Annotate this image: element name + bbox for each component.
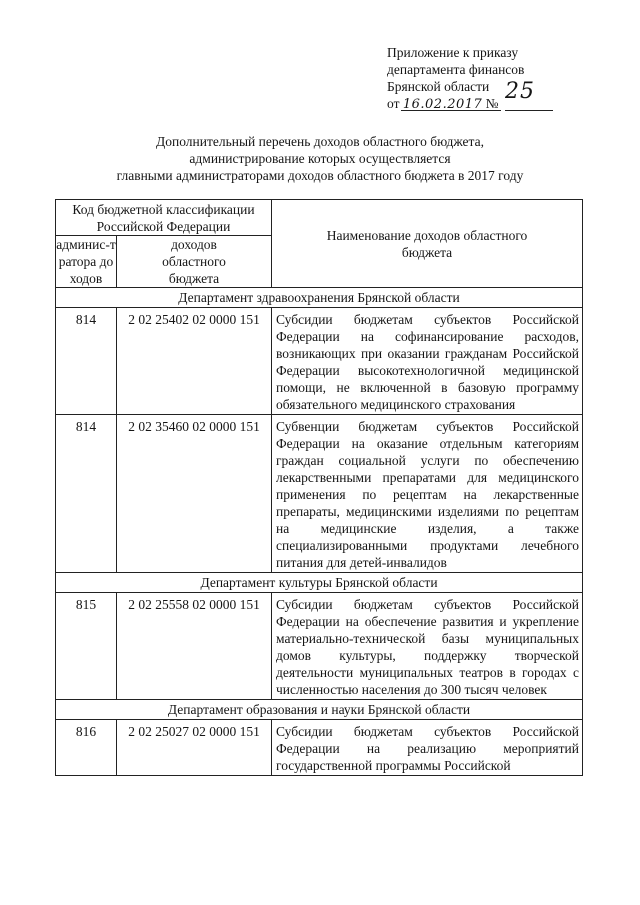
document-title — [60, 133, 580, 184]
department-row — [56, 700, 583, 720]
table-row — [56, 308, 583, 415]
income-name-cell: Субвенции бюджетам субъектов Российской Федерации на оказание отдельным категориям граждан социальной услуги по обеспечению лекарственными препаратами для медицинского применения по рецептам на лекарственные препараты, медицинскими изделиями по рецептам на медицинские изделия, а также специализированными продуктами лечебного питания для детей-инвалидов — [272, 415, 583, 573]
income-code-cell: 2 02 25027 02 0000 151 — [117, 720, 272, 776]
income-code-cell: 2 02 35460 02 0000 151 — [117, 415, 272, 573]
income-code-cell: 2 02 25558 02 0000 151 — [117, 593, 272, 700]
appendix-line-3: Брянской области — [387, 79, 490, 94]
table-row — [56, 415, 583, 573]
header-kbk: Код бюджетной классификации Российской Федерации — [56, 200, 272, 236]
income-name-cell: Субсидии бюджетам субъектов Российской Федерации на софинансирование расходов, возникающих при оказании гражданам Российской Федерации высокотехнологичной медицинской помощи, не включенной в базовую программу обязательного медицинского страхования — [272, 308, 583, 415]
title-line-2: администрирование которых осуществляется — [189, 151, 451, 166]
table-row — [56, 593, 583, 700]
department-name: Департамент культуры Брянской области — [56, 573, 583, 593]
date-underline — [401, 110, 501, 111]
department-row — [56, 288, 583, 308]
handwritten-date: 16.02.2017 — [402, 97, 483, 112]
title-line-1: Дополнительный перечень доходов областного бюджета, — [156, 134, 484, 149]
date-prefix: от — [387, 96, 400, 111]
appendix-line-2: департамента финансов — [387, 62, 525, 77]
income-name-cell: Субсидии бюджетам субъектов Российской Федерации на обеспечение развития и укрепление материально-технической базы муниципальных домов культуры, поддержку творческой деятельности муниципальных театров в городах с численностью населения до 300 тысяч человек — [272, 593, 583, 700]
department-row — [56, 573, 583, 593]
table-row — [56, 720, 583, 776]
header-name: Наименование доходов областного бюджета — [272, 200, 583, 288]
admin-code-cell: 814 — [56, 415, 117, 573]
table-body — [56, 288, 583, 776]
admin-code-cell: 815 — [56, 593, 117, 700]
header-income: доходов областного бюджета — [117, 236, 272, 288]
income-name-cell: Субсидии бюджетам субъектов Российской Федерации на реализацию мероприятий государственной программы Российской — [272, 720, 583, 776]
department-name: Департамент здравоохранения Брянской области — [56, 288, 583, 308]
handwritten-number: 25 — [505, 79, 535, 104]
admin-code-cell: 814 — [56, 308, 117, 415]
number-prefix: № — [485, 96, 499, 111]
number-underline — [505, 110, 553, 111]
admin-code-cell: 816 — [56, 720, 117, 776]
header-admin: админис-тратора доходов — [56, 237, 116, 286]
department-name: Департамент образования и науки Брянской области — [56, 700, 583, 720]
income-table — [55, 199, 583, 776]
appendix-block — [387, 44, 535, 113]
title-line-3: главными администраторами доходов областного бюджета в 2017 году — [116, 168, 524, 183]
income-code-cell: 2 02 25402 02 0000 151 — [117, 308, 272, 415]
appendix-line-1: Приложение к приказу — [387, 45, 519, 60]
